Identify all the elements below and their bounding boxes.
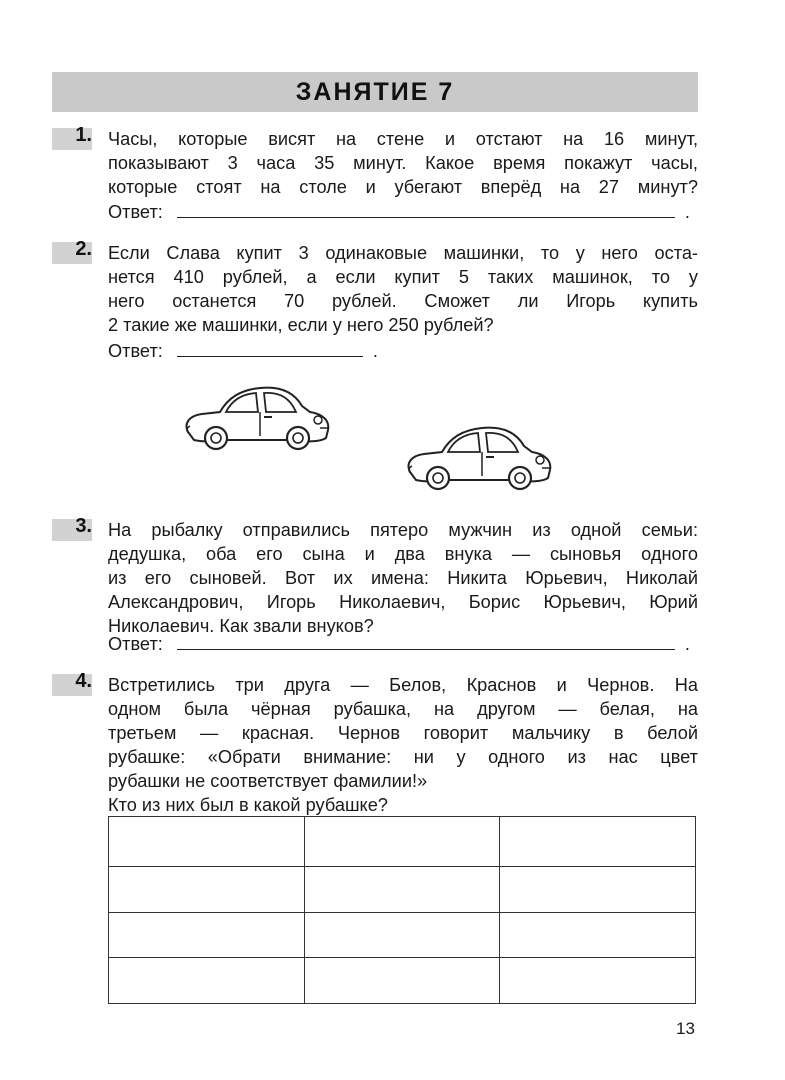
grid-cell[interactable] [304,817,500,867]
answer-label: Ответ: [108,634,163,654]
grid-cell[interactable] [304,867,500,913]
grid-cell[interactable] [109,912,305,958]
task-line: рубашки не соответствует фамилии!» [108,771,428,791]
grid-cell[interactable] [500,912,696,958]
grid-cell[interactable] [304,958,500,1004]
table-row [109,817,696,867]
page-number: 13 [676,1019,695,1038]
task-line: рубашке: «Обрати внимание: ни у одного из нас цвет [108,747,698,767]
lesson-title: ЗАНЯТИЕ 7 [295,77,455,106]
task-line: одном была чёрная рубашка, на другом — белая, на [108,699,698,719]
answer-grid [108,816,696,1004]
answer-end: . [684,202,690,222]
task-text [108,673,698,817]
table-row [109,958,696,1004]
answer-line[interactable] [177,635,675,650]
task-number: 1. [75,124,92,146]
grid-cell[interactable] [500,958,696,1004]
task-line: На рыбалку отправились пятеро мужчин из одной семьи: [108,520,698,540]
grid-cell[interactable] [500,867,696,913]
table-row [109,867,696,913]
task-line: которые стоят на столе и убегают вперёд на 27 минут? [108,177,698,197]
task-line: Часы, которые висят на стене и отстают на 16 минут, [108,129,698,149]
task-number: 4. [75,670,92,692]
task-line: третьем — красная. Чернов говорит мальчику в белой [108,723,698,743]
task-line: из его сыновей. Вот их имена: Никита Юрьевич, Николай [108,568,698,588]
toy-car-icon [187,388,329,449]
answer-label: Ответ: [108,202,163,222]
grid-cell[interactable] [109,817,305,867]
grid-cell[interactable] [109,867,305,913]
task-line: Встретились три друга — Белов, Краснов и Чернов. На [108,675,698,695]
table-row [109,912,696,958]
answer-label: Ответ: [108,341,163,361]
task-line: Николаевич. Как звали внуков? [108,616,374,636]
task-line: Если Слава купит 3 одинаковые машинки, то у него оста- [108,243,698,263]
task-number: 2. [75,238,92,260]
answer-end: . [372,341,378,361]
task-line: Кто из них был в какой рубашке? [108,795,388,815]
task-text [108,518,698,638]
task-line: дедушка, оба его сына и два внука — сыновья одного [108,544,698,564]
answer-row [108,634,690,655]
grid-cell[interactable] [109,958,305,1004]
task-line: 2 такие же машинки, если у него 250 рублей? [108,315,494,335]
toy-car-icon [409,428,551,489]
task-line: показывают 3 часа 35 минут. Какое время покажут часы, [108,153,698,173]
answer-end: . [684,634,690,654]
task-number: 3. [75,515,92,537]
grid-cell[interactable] [304,912,500,958]
task-line: Александрович, Игорь Николаевич, Борис Юрьевич, Юрий [108,592,698,612]
task-line: него останется 70 рублей. Сможет ли Игорь купить [108,291,698,311]
task-line: нется 410 рублей, а если купит 5 таких машинок, то у [108,267,698,287]
grid-cell[interactable] [500,817,696,867]
